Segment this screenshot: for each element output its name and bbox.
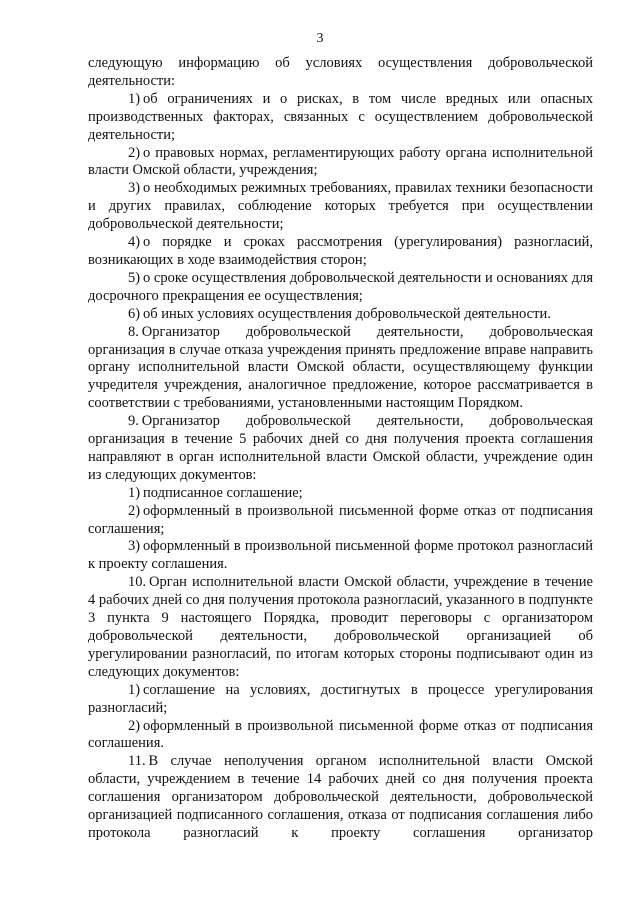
clause-9: 9. Организатор добровольческой деятельности, добровольческая организация в течение 5 рабочих дней со дня получения проекта соглашения направляют в орган исполнительной власти Омской области, учреждение один из следующих документов: — [88, 413, 593, 483]
clause-9-item-3: 3) оформленный в произвольной письменной форме протокол разногласий к проекту соглашения. — [88, 538, 593, 573]
list-item-term: 5) о сроке осуществления добровольческой деятельности и основаниях для досрочного прекращения ее осуществления; — [88, 269, 593, 304]
clause-10: 10. Орган исполнительной власти Омской области, учреждение в течение 4 рабочих дней со дня получения протокола разногласий, указанного в подпункте 3 пункта 9 настоящего Порядка, проводит переговоры с организатором добровольческой деятельности, добровольческой организацией об урегулировании разногласий, по итогам которых стороны подписывают один из следующих документов: — [88, 574, 593, 680]
body-text — [88, 55, 593, 843]
list-item-safety-requirements: 3) о необходимых режимных требованиях, правилах техники безопасности и других правилах, соблюдение которых требуется при осуществлении добровольческой деятельности; — [88, 180, 593, 233]
paragraph-intro: следующую информацию об условиях осуществления добровольческой деятельности: — [88, 55, 593, 89]
list-item-legal-norms: 2) о правовых нормах, регламентирующих работу органа исполнительной власти Омской области, учреждения; — [88, 144, 593, 179]
clause-9-item-2: 2) оформленный в произвольной письменной форме отказ от подписания соглашения; — [88, 502, 593, 537]
clause-9-item-1: 1) подписанное соглашение; — [128, 484, 303, 501]
list-item-disagreements: 4) о порядке и сроках рассмотрения (урегулирования) разногласий, возникающих в ходе взаимодействия сторон; — [88, 234, 593, 268]
clause-11: 11. В случае неполучения органом исполнительной власти Омской области, учреждением в течение 14 рабочих дней со дня получения проекта соглашения организатором добровольческой деятельности, добровольческой организацией подписанного соглашения, отказа от подписания соглашения либо протокола разногласий к проекту соглашения организатор — [88, 753, 593, 841]
clause-8: 8. Организатор добровольческой деятельности, добровольческая организация в случае отказа учреждения принять предложение вправе направить органу исполнительной власти Омской области, осуществляющему функции учредителя учреждения, аналогичное предложение, которое рассматривается в соответствии с требованиями, установленными настоящим Порядком. — [88, 323, 593, 412]
list-item-risks: 1) об ограничениях и о рисках, в том числе вредных или опасных производственных факторах, связанных с осуществлением добровольческой деятельности; — [88, 90, 593, 143]
clause-10-item-2: 2) оформленный в произвольной письменной форме отказ от подписания соглашения. — [88, 717, 593, 752]
clause-10-item-1: 1) соглашение на условиях, достигнутых в процессе урегулирования разногласий; — [88, 681, 593, 716]
page-number: 3 — [316, 31, 324, 46]
list-item-other-conditions: 6) об иных условиях осуществления добровольческой деятельности. — [128, 305, 551, 322]
